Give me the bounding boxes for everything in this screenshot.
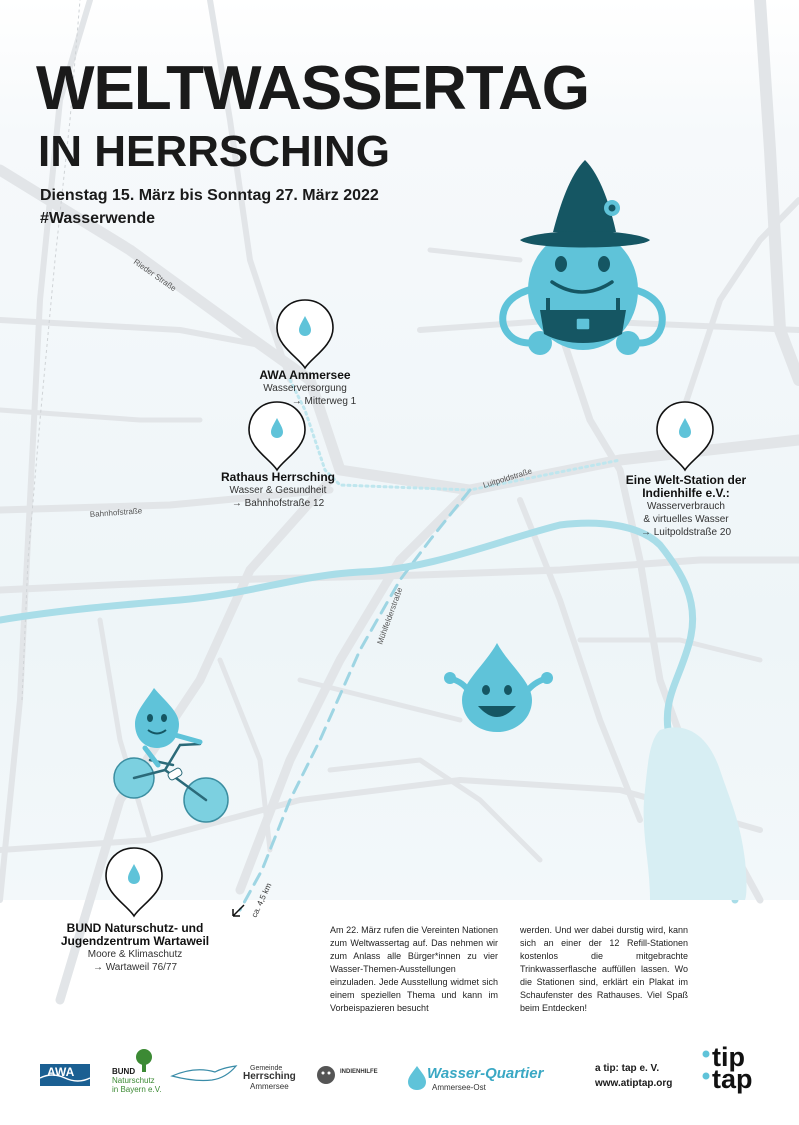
station-address: → Mitterweg 1: [291, 396, 357, 407]
street-label-muehlfeld: Mühlfelderstraße: [375, 586, 405, 646]
hashtag: #Wasserwende: [40, 210, 156, 227]
station-topic: Wasserverbrauch: [647, 501, 725, 512]
bund-logo-name: BUND: [112, 1067, 136, 1076]
atiptap-logo-line1: tip: [712, 1042, 745, 1072]
indienhilfe-figure-icon: [317, 1066, 335, 1084]
bund-tree-icon: [136, 1049, 152, 1072]
footer-org-name: a tip: tap e. V.: [595, 1063, 660, 1074]
event-dates: Dienstag 15. März bis Sonntag 27. März 2022: [40, 187, 379, 204]
street-label-rieder: Rieder Straße: [131, 257, 178, 294]
station-topic-line2: & virtuelles Wasser: [643, 514, 729, 525]
station-name: BUND Naturschutz- und: [66, 921, 204, 935]
distance-label: ca. 4,5 km: [249, 881, 274, 919]
station-address: → Bahnhofstraße 12: [231, 498, 325, 509]
page-title: WELTWASSERTAG: [36, 54, 589, 123]
bund-logo-sub2: in Bayern e.V.: [112, 1085, 162, 1094]
station-name: Rathaus Herrsching: [220, 470, 336, 484]
distance-arrow: [233, 905, 244, 916]
gemeinde-small: Gemeinde: [250, 1065, 283, 1072]
station-topic: Wasserversorgung: [263, 383, 347, 394]
station-bund-wartaweil: [40, 922, 230, 974]
station-rathaus: [190, 471, 366, 510]
station-address: → Luitpoldstraße 20: [640, 527, 732, 538]
awa-logo-text: AWA: [47, 1065, 75, 1079]
pin-bund-wartaweil: [106, 848, 162, 916]
station-name: AWA Ammersee: [259, 368, 351, 382]
atiptap-logo: [712, 1042, 753, 1094]
station-eine-welt: [596, 474, 776, 539]
station-name-line2: Indienhilfe e.V.:: [642, 486, 730, 500]
atiptap-logo-line2: tap: [712, 1064, 753, 1094]
station-awa-ammersee: [235, 369, 375, 408]
bund-logo-sub1: Naturschutz: [112, 1076, 155, 1085]
station-topic: Moore & Klimaschutz: [87, 949, 183, 960]
street-label-bahnhof: Bahnhofstraße: [89, 506, 143, 519]
wasserquartier-logo-sub: Ammersee-Ost: [432, 1083, 486, 1092]
station-topic: Wasser & Gesundheit: [229, 485, 327, 496]
station-address: → Wartaweil 76/77: [92, 962, 178, 973]
page-subtitle: IN HERRSCHING: [38, 127, 391, 176]
street-label-luitpold: Luitpoldstraße: [481, 466, 534, 490]
atiptap-logo-dots: [703, 1051, 710, 1080]
gemeinde-sub: Ammersee: [250, 1082, 289, 1091]
gemeinde-name: Herrsching: [243, 1071, 296, 1082]
bird-icon: [172, 1066, 236, 1081]
station-name: Eine Welt-Station der: [625, 473, 747, 487]
info-text-column-2: werden. Und wer dabei durstig wird, kann sich an einer der 12 Refill-Stationen kostenlos die mitgebrachte Trinkwasserflasche auffüllen lassen. Wo die Stationen sind, erklärt ein Plakat im Schaufenster des Rathauses. Viel Spaß beim Entdecken!: [520, 925, 688, 1013]
indienhilfe-logo-text: INDIENHILFE: [340, 1069, 378, 1075]
info-text-column-1: Am 22. März rufen die Vereinten Nationen zum Weltwassertag auf. Das nehmen wir zum Anlass alle Bürger*innen zu vier Wasser-Themen-Ausstellungen einzuladen. Jede Ausstellung widmet sich einem speziellen Thema und kann im Vorbeispazieren besucht: [330, 925, 498, 1013]
wasserquartier-drop-icon: [408, 1066, 426, 1090]
footer-org: [595, 1061, 672, 1091]
station-name-line2: Jugendzentrum Wartaweil: [60, 934, 210, 948]
footer-url[interactable]: www.atiptap.org: [595, 1078, 673, 1089]
wasserquartier-logo-text: Wasser-Quartier: [427, 1065, 544, 1082]
